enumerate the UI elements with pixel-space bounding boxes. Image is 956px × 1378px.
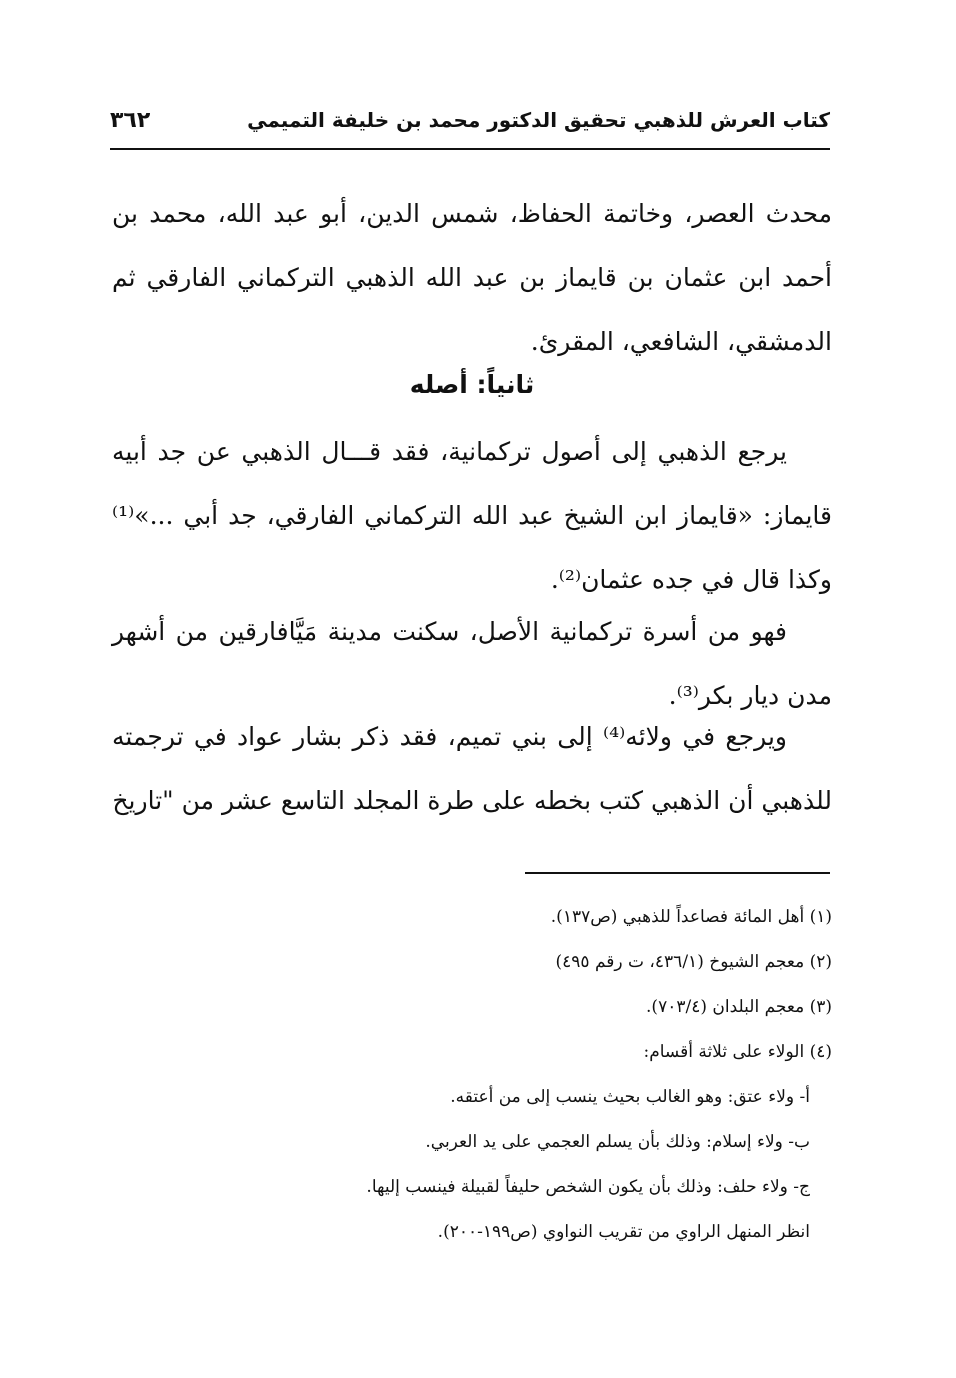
paragraph-family: فهو من أسرة تركمانية الأصل، سكنت مدينة مَيَّافارقين من أشهر مدن ديار بكر⁽³⁾. (112, 617, 832, 710)
page-number: ٣٦٢ (110, 108, 151, 133)
paragraph-origin: يرجع الذهبي إلى أصول تركمانية، فقد قـــال الذهبي عن جد أبيه قايماز: «قايماز ابن الشيخ عبد الله التركماني الفارقي، جد أبي ...»⁽¹⁾ وكذا قال في جده عثمان⁽²⁾. (112, 437, 832, 594)
paragraph-intro: محدث العصر، وخاتمة الحفاظ، شمس الدين، أبو عبد الله، محمد بن أحمد ابن عثمان بن قايماز بن عبد الله الذهبي التركماني الفارقي ثم الدمشقي، الشافعي، المقرئ. (112, 199, 832, 356)
footnote-1: (١) أهل المائة فصاعداً للذهبي (ص١٣٧). (550, 907, 832, 927)
section-heading: ثانياً: أصله (409, 370, 535, 399)
footnote-3: (٣) معجم البلدان (٧٠٣/٤). (646, 997, 832, 1017)
footnote-4: (٤) الولاء على ثلاثة أقسام: (643, 1042, 832, 1062)
footnote-4-item-c: ج- ولاء حلف: وذلك بأن يكون الشخص حليفاً لقبيلة فينسب إليها. (366, 1177, 810, 1197)
footnote-4-item-a: أ- ولاء عتق: وهو الغالب بحيث ينسب إلى من أعتقه. (450, 1087, 810, 1107)
running-header (110, 108, 830, 150)
footnote-4-item-b: ب- ولاء إسلام: وذلك بأن يسلم العجمي على يد العربي. (425, 1132, 810, 1152)
header-title: كتاب العرش للذهبي تحقيق الدكتور محمد بن خليفة التميمي (247, 108, 830, 132)
footnote-4-reference: انظر المنهل الراوي من تقريب النواوي (ص١٩٩-٢٠٠). (437, 1222, 810, 1242)
footnote-2: (٢) معجم الشيوخ (٤٣٦/١، ت رقم ٤٩٥) (555, 952, 832, 972)
footnote-separator (525, 872, 830, 874)
paragraph-loyalty: ويرجع في ولائه⁽⁴⁾ إلى بني تميم، فقد ذكر بشار عواد في ترجمته للذهبي أن الذهبي كتب بخطه على طرة المجلد التاسع عشر من "تاريخ (112, 722, 832, 815)
footnotes (112, 895, 832, 1255)
